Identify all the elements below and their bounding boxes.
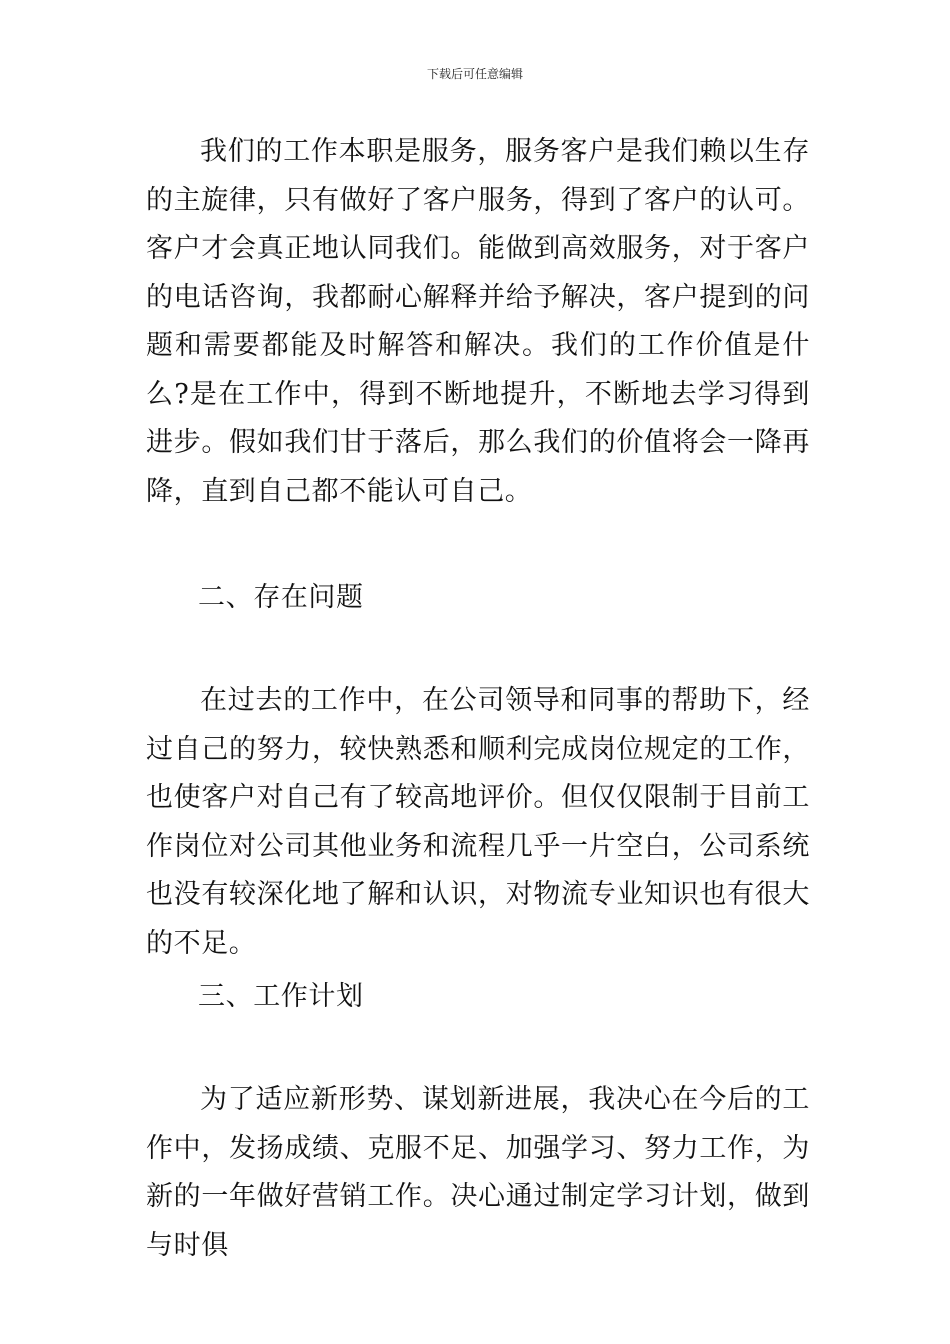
section-heading-plan: 三、工作计划 [198,981,364,1012]
section-heading-problems: 二、存在问题 [198,582,364,613]
paragraph-plan: 为了适应新形势、谋划新进展，我决心在今后的工作中，发扬成绩、克服不足、加强学习、努力工作，为新的一年做好营销工作。决心通过制定学习计划，做到与时俱 [146,1084,810,1261]
paragraph-problems: 在过去的工作中，在公司领导和同事的帮助下，经过自己的努力，较快熟悉和顺利完成岗位规定的工作，也使客户对自己有了较高地评价。但仅仅限制于目前工作岗位对公司其他业务和流程几乎一片空白，公司系统也没有较深化地了解和认识，对物流专业知识也有很大的不足。 [146,685,810,959]
paragraph-service: 我们的工作本职是服务，服务客户是我们赖以生存的主旋律，只有做好了客户服务，得到了客户的认可。客户才会真正地认同我们。能做到高效服务，对于客户的电话咨询，我都耐心解释并给予解决，客户提到的问题和需要都能及时解答和解决。我们的工作价值是什么?是在工作中，得到不断地提升，不断地去学习得到进步。假如我们甘于落后，那么我们的价值将会一降再降，直到自己都不能认可自己。 [146,136,810,507]
page-header: 下载后可任意编辑 [426,67,523,81]
